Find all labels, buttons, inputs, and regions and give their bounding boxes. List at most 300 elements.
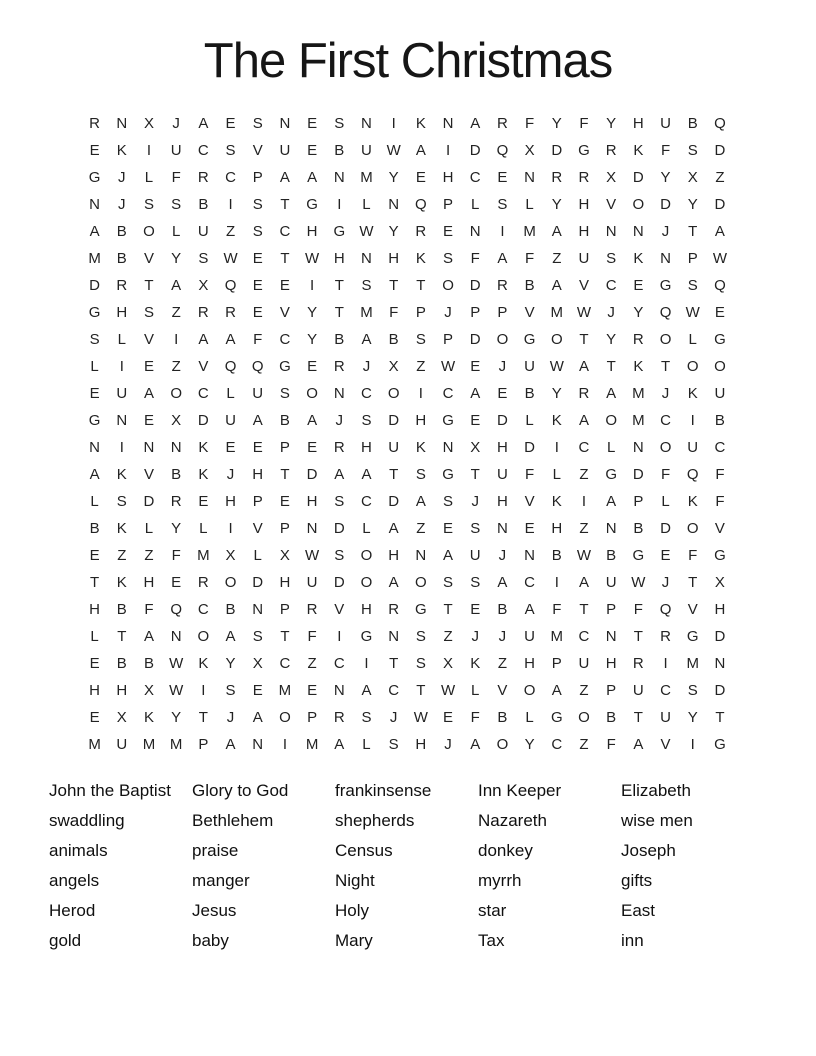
grid-letter-r12c5: D xyxy=(197,412,209,429)
grid-letter-r6c19: U xyxy=(578,250,590,267)
grid-letter-r11c12: O xyxy=(387,385,400,402)
grid-letter-r15c17: V xyxy=(524,493,535,510)
grid-letter-r24c19: Z xyxy=(579,736,589,753)
grid-letter-r18c10: D xyxy=(333,574,345,591)
grid-letter-r17c11: O xyxy=(360,547,373,564)
grid-letter-r9c11: A xyxy=(361,331,372,348)
grid-letter-r16c5: L xyxy=(199,520,208,537)
grid-letter-r3c18: R xyxy=(551,169,563,186)
grid-letter-r22c4: W xyxy=(169,682,184,699)
word-bank-item: Mary xyxy=(335,931,373,950)
grid-letter-r12c12: D xyxy=(388,412,400,429)
grid-letter-r8c2: H xyxy=(116,304,128,321)
grid-letter-r23c19: O xyxy=(578,709,590,726)
grid-letter-r16c8: P xyxy=(279,520,290,537)
grid-letter-r12c14: G xyxy=(442,412,454,429)
grid-letter-r1c13: K xyxy=(415,115,426,132)
grid-letter-r9c1: S xyxy=(89,331,100,348)
grid-letter-r15c15: J xyxy=(471,493,479,510)
grid-letter-r20c22: R xyxy=(660,628,671,645)
grid-letter-r17c17: N xyxy=(524,547,536,564)
grid-letter-r7c13: T xyxy=(416,277,426,294)
grid-letter-r5c3: O xyxy=(143,223,155,240)
grid-letter-r11c2: U xyxy=(116,385,128,402)
grid-letter-r17c22: E xyxy=(660,547,671,564)
grid-letter-r24c14: J xyxy=(444,736,452,753)
grid-letter-r18c18: I xyxy=(554,574,559,591)
grid-letter-r12c6: U xyxy=(225,412,236,429)
grid-letter-r1c1: R xyxy=(89,115,101,132)
grid-letter-r13c10: R xyxy=(333,439,345,456)
grid-letter-r22c16: V xyxy=(497,682,508,699)
grid-letter-r9c19: T xyxy=(579,331,589,348)
grid-letter-r3c20: X xyxy=(606,169,617,186)
grid-letter-r7c12: T xyxy=(389,277,399,294)
grid-letter-r5c24: A xyxy=(714,223,725,240)
grid-letter-r18c16: A xyxy=(497,574,508,591)
grid-letter-r11c13: I xyxy=(418,385,423,402)
grid-letter-r15c10: S xyxy=(334,493,345,510)
word-bank xyxy=(49,776,764,956)
grid-letter-r17c10: S xyxy=(334,547,345,564)
grid-letter-r8c4: Z xyxy=(171,304,181,321)
grid-letter-r20c13: S xyxy=(415,628,426,645)
grid-letter-r8c5: R xyxy=(197,304,209,321)
grid-letter-r24c23: I xyxy=(690,736,695,753)
grid-letter-r1c22: U xyxy=(660,115,671,132)
grid-letter-r6c6: W xyxy=(223,250,238,267)
grid-letter-r2c1: E xyxy=(89,142,100,159)
grid-letter-r22c22: C xyxy=(660,682,671,699)
grid-letter-r23c1: E xyxy=(89,709,100,726)
grid-letter-r2c18: D xyxy=(551,142,563,159)
grid-letter-r4c21: O xyxy=(632,196,645,213)
grid-letter-r8c7: E xyxy=(252,304,263,321)
grid-letter-r19c20: P xyxy=(606,601,617,618)
grid-letter-r23c8: O xyxy=(279,709,291,726)
grid-letter-r7c21: E xyxy=(633,277,644,294)
grid-letter-r7c10: T xyxy=(334,277,344,294)
word-bank-column-5 xyxy=(621,776,764,956)
grid-letter-r24c10: A xyxy=(334,736,345,753)
grid-letter-r20c5: O xyxy=(197,628,210,645)
grid-letter-r23c10: R xyxy=(333,709,345,726)
grid-letter-r8c6: R xyxy=(225,304,236,321)
grid-letter-r10c11: J xyxy=(362,358,371,375)
grid-letter-r16c21: B xyxy=(633,520,644,537)
grid-letter-r22c14: W xyxy=(440,682,456,699)
grid-letter-r17c20: B xyxy=(606,547,617,564)
grid-letter-r23c12: J xyxy=(389,709,398,726)
grid-letter-r18c14: S xyxy=(443,574,454,591)
grid-letter-r22c8: M xyxy=(278,682,292,699)
grid-letter-r11c5: C xyxy=(197,385,209,402)
word-bank-item: Census xyxy=(335,841,393,860)
word-bank-item: Inn Keeper xyxy=(478,781,562,800)
grid-letter-r6c9: W xyxy=(305,250,320,267)
grid-letter-r3c19: R xyxy=(578,169,590,186)
grid-letter-r4c6: I xyxy=(228,196,233,213)
grid-letter-r13c15: X xyxy=(470,439,481,456)
grid-letter-r14c16: U xyxy=(496,466,508,483)
grid-letter-r10c12: X xyxy=(388,358,399,375)
grid-letter-r11c11: C xyxy=(361,385,372,402)
grid-letter-r13c24: C xyxy=(714,439,726,456)
grid-letter-r8c14: J xyxy=(444,304,452,321)
grid-letter-r20c4: N xyxy=(170,628,182,645)
grid-letter-r10c23: O xyxy=(686,358,699,375)
grid-letter-r21c15: K xyxy=(470,655,481,672)
grid-letter-r12c19: A xyxy=(578,412,589,429)
grid-letter-r2c17: X xyxy=(524,142,535,159)
grid-letter-r19c21: F xyxy=(633,601,643,618)
grid-letter-r24c6: A xyxy=(225,736,236,753)
grid-letter-r3c21: D xyxy=(632,169,644,186)
grid-letter-r13c14: N xyxy=(442,439,454,456)
grid-letter-r14c5: K xyxy=(198,466,209,483)
grid-letter-r12c2: N xyxy=(116,412,128,429)
grid-letter-r6c4: Y xyxy=(171,250,182,267)
word-bank-item: Jesus xyxy=(192,901,237,920)
grid-letter-r5c11: W xyxy=(359,223,374,240)
grid-letter-r14c2: K xyxy=(116,466,127,483)
grid-letter-r20c16: J xyxy=(498,628,507,645)
grid-letter-r22c10: N xyxy=(333,682,345,699)
grid-letter-r13c13: K xyxy=(415,439,426,456)
word-bank-item: Glory to God xyxy=(192,781,289,800)
grid-letter-r8c17: V xyxy=(524,304,535,321)
grid-letter-r4c18: Y xyxy=(551,196,562,213)
grid-letter-r22c20: P xyxy=(606,682,617,699)
puzzle-title: The First Christmas xyxy=(203,34,613,88)
grid-letter-r3c8: A xyxy=(279,169,290,186)
grid-letter-r4c17: L xyxy=(525,196,534,213)
grid-letter-r9c7: F xyxy=(253,331,263,348)
grid-letter-r6c21: K xyxy=(633,250,644,267)
grid-letter-r10c15: E xyxy=(470,358,481,375)
grid-letter-r2c11: U xyxy=(361,142,372,159)
grid-letter-r13c1: N xyxy=(89,439,101,456)
grid-letter-r1c6: E xyxy=(225,115,236,132)
grid-letter-r3c17: N xyxy=(524,169,536,186)
grid-letter-r23c7: A xyxy=(252,709,263,726)
grid-letter-r19c9: R xyxy=(306,601,318,618)
grid-letter-r23c11: S xyxy=(361,709,372,726)
grid-letter-r10c16: J xyxy=(498,358,507,375)
grid-letter-r18c7: D xyxy=(252,574,264,591)
grid-letter-r14c13: S xyxy=(415,466,426,483)
grid-letter-r9c17: G xyxy=(523,331,536,348)
grid-letter-r5c23: T xyxy=(688,223,698,240)
grid-letter-r8c11: M xyxy=(360,304,373,321)
grid-letter-r22c23: S xyxy=(687,682,698,699)
grid-letter-r23c18: G xyxy=(550,709,563,726)
grid-letter-r19c22: Q xyxy=(659,601,672,618)
grid-letter-r10c6: Q xyxy=(224,358,237,375)
word-bank-item: Nazareth xyxy=(478,811,547,830)
grid-letter-r21c12: T xyxy=(389,655,399,672)
grid-letter-r4c24: D xyxy=(714,196,726,213)
grid-letter-r16c15: S xyxy=(470,520,481,537)
grid-letter-r21c13: S xyxy=(415,655,426,672)
grid-letter-r6c17: F xyxy=(525,250,535,267)
grid-letter-r24c1: M xyxy=(88,736,101,753)
grid-letter-r24c9: M xyxy=(305,736,319,753)
grid-letter-r11c8: S xyxy=(279,385,290,402)
grid-letter-r7c6: Q xyxy=(224,277,237,294)
grid-letter-r2c4: U xyxy=(170,142,182,159)
grid-letter-r21c19: U xyxy=(578,655,590,672)
grid-letter-r6c5: S xyxy=(198,250,209,267)
grid-letter-r24c8: I xyxy=(282,736,287,753)
grid-letter-r23c5: T xyxy=(198,709,208,726)
grid-letter-r2c20: R xyxy=(605,142,617,159)
grid-letter-r21c2: B xyxy=(116,655,127,672)
grid-letter-r20c24: D xyxy=(714,628,726,645)
grid-letter-r24c7: N xyxy=(252,736,264,753)
grid-letter-r6c7: E xyxy=(252,250,263,267)
grid-letter-r22c13: T xyxy=(416,682,426,699)
grid-letter-r17c13: N xyxy=(415,547,427,564)
grid-letter-r22c15: L xyxy=(471,682,480,699)
grid-letter-r2c7: V xyxy=(252,142,263,159)
grid-letter-r2c3: I xyxy=(146,142,152,159)
grid-letter-r3c22: Y xyxy=(660,169,671,186)
grid-letter-r19c12: R xyxy=(388,601,400,618)
word-bank-item: gifts xyxy=(621,871,653,890)
grid-letter-r2c22: F xyxy=(660,142,671,159)
grid-letter-r3c23: X xyxy=(687,169,698,186)
grid-letter-r10c13: Z xyxy=(416,358,426,375)
grid-letter-r6c12: H xyxy=(388,250,400,267)
grid-letter-r24c12: S xyxy=(388,736,399,753)
grid-letter-r15c4: R xyxy=(170,493,182,510)
grid-letter-r1c23: B xyxy=(687,115,698,132)
grid-letter-r15c13: A xyxy=(415,493,426,510)
grid-letter-r8c24: E xyxy=(714,304,725,321)
grid-letter-r1c3: X xyxy=(143,115,154,132)
grid-letter-r16c17: E xyxy=(524,520,535,537)
grid-letter-r17c6: X xyxy=(225,547,236,564)
grid-letter-r13c17: D xyxy=(524,439,536,456)
grid-letter-r6c1: M xyxy=(88,250,101,267)
grid-letter-r10c1: L xyxy=(90,358,99,375)
grid-letter-r12c21: M xyxy=(632,412,645,429)
grid-letter-r3c12: Y xyxy=(388,169,399,186)
word-bank-column-2 xyxy=(192,776,335,956)
grid-letter-r5c5: U xyxy=(197,223,209,240)
grid-letter-r2c12: W xyxy=(386,142,401,159)
grid-letter-r1c7: S xyxy=(252,115,263,132)
grid-letter-r18c12: A xyxy=(388,574,399,591)
grid-letter-r15c2: S xyxy=(116,493,127,510)
grid-letter-r12c24: B xyxy=(714,412,725,429)
grid-letter-r15c3: D xyxy=(143,493,155,510)
grid-letter-r11c18: Y xyxy=(551,385,562,402)
grid-letter-r5c4: L xyxy=(171,223,181,240)
grid-letter-r18c9: U xyxy=(306,574,318,591)
grid-letter-r10c10: R xyxy=(333,358,345,375)
grid-letter-r19c5: C xyxy=(197,601,209,618)
grid-letter-r23c2: X xyxy=(116,709,127,726)
grid-letter-r24c20: F xyxy=(606,736,616,753)
grid-letter-r20c7: S xyxy=(252,628,263,645)
grid-letter-r21c3: B xyxy=(143,655,154,672)
grid-letter-r13c5: K xyxy=(198,439,209,456)
grid-letter-r18c5: R xyxy=(197,574,209,591)
grid-letter-r24c11: L xyxy=(362,736,371,753)
grid-letter-r8c13: P xyxy=(415,304,426,321)
grid-letter-r2c24: D xyxy=(714,142,726,159)
grid-letter-r1c17: F xyxy=(525,115,535,132)
grid-letter-r10c7: Q xyxy=(251,358,264,375)
grid-letter-r18c24: X xyxy=(714,574,725,591)
grid-letter-r12c11: S xyxy=(361,412,372,429)
grid-letter-r17c21: G xyxy=(632,547,645,564)
grid-letter-r4c14: P xyxy=(443,196,454,213)
grid-letter-r19c13: G xyxy=(415,601,427,618)
grid-letter-r8c12: F xyxy=(389,304,399,321)
grid-letter-r24c2: U xyxy=(116,736,128,753)
grid-letter-r9c20: Y xyxy=(606,331,617,348)
grid-letter-r6c2: B xyxy=(116,250,127,267)
grid-letter-r6c13: K xyxy=(415,250,426,267)
grid-letter-r24c24: G xyxy=(714,736,726,753)
grid-letter-r1c24: Q xyxy=(714,115,726,132)
grid-letter-r16c7: V xyxy=(252,520,263,537)
grid-letter-r8c3: S xyxy=(143,304,154,321)
grid-letter-r1c18: Y xyxy=(551,115,562,132)
word-bank-item: myrrh xyxy=(478,871,522,890)
grid-letter-r18c8: H xyxy=(279,574,291,591)
word-bank-item: donkey xyxy=(478,841,533,860)
grid-letter-r12c9: A xyxy=(307,412,318,429)
grid-letter-r19c17: A xyxy=(524,601,535,618)
grid-letter-r21c10: C xyxy=(333,655,345,672)
grid-letter-r24c4: M xyxy=(169,736,183,753)
grid-letter-r19c19: T xyxy=(579,601,589,618)
grid-letter-r17c3: Z xyxy=(144,547,154,564)
grid-letter-r14c4: B xyxy=(171,466,182,483)
grid-letter-r7c18: A xyxy=(551,277,562,294)
grid-letter-r14c10: A xyxy=(334,466,345,483)
grid-letter-r20c8: T xyxy=(280,628,290,645)
grid-letter-r21c16: Z xyxy=(497,655,507,672)
grid-letter-r19c23: V xyxy=(687,601,698,618)
grid-letter-r24c17: Y xyxy=(524,736,535,753)
grid-letter-r15c12: D xyxy=(388,493,400,510)
grid-letter-r23c17: L xyxy=(525,709,534,726)
grid-letter-r8c18: M xyxy=(550,304,564,321)
word-bank-item: manger xyxy=(192,871,250,890)
grid-letter-r11c3: A xyxy=(143,385,154,402)
grid-letter-r16c2: K xyxy=(116,520,127,537)
grid-letter-r7c4: A xyxy=(171,277,182,294)
grid-letter-r22c6: S xyxy=(225,682,236,699)
grid-letter-r21c1: E xyxy=(89,655,100,672)
grid-letter-r20c3: A xyxy=(143,628,154,645)
grid-letter-r23c9: P xyxy=(307,709,318,726)
grid-letter-r1c12: I xyxy=(391,115,396,132)
grid-letter-r1c20: Y xyxy=(606,115,617,132)
grid-letter-r23c4: Y xyxy=(171,709,182,726)
grid-letter-r18c19: A xyxy=(578,574,589,591)
grid-letter-r3c2: J xyxy=(118,169,126,186)
grid-letter-r15c5: E xyxy=(198,493,209,510)
letter-grid xyxy=(81,110,734,758)
grid-letter-r12c15: E xyxy=(470,412,481,429)
grid-letter-r16c11: L xyxy=(362,520,371,537)
grid-letter-r11c14: C xyxy=(442,385,454,402)
grid-letter-r23c14: E xyxy=(443,709,454,726)
grid-letter-r4c11: L xyxy=(362,196,371,213)
grid-letter-r4c7: S xyxy=(252,196,263,213)
grid-letter-r10c24: O xyxy=(714,358,726,375)
grid-letter-r20c1: L xyxy=(90,628,99,645)
grid-letter-r7c8: E xyxy=(279,277,290,294)
grid-letter-r15c21: P xyxy=(633,493,644,510)
grid-letter-r7c11: S xyxy=(361,277,372,294)
word-bank-item: Night xyxy=(335,871,375,890)
word-bank-column-3 xyxy=(335,776,478,956)
grid-letter-r1c21: H xyxy=(632,115,644,132)
grid-letter-r11c4: O xyxy=(170,385,182,402)
grid-letter-r2c16: Q xyxy=(496,142,509,159)
grid-letter-r7c15: D xyxy=(469,277,481,294)
grid-letter-r3c7: P xyxy=(252,169,263,186)
grid-letter-r7c23: S xyxy=(687,277,698,294)
grid-letter-r8c20: J xyxy=(607,304,615,321)
grid-letter-r7c3: T xyxy=(144,277,154,294)
grid-letter-r6c3: V xyxy=(143,250,154,267)
grid-letter-r9c5: A xyxy=(198,331,209,348)
grid-letter-r4c13: Q xyxy=(415,196,427,213)
grid-letter-r23c16: B xyxy=(497,709,508,726)
grid-letter-r2c9: E xyxy=(307,142,318,159)
grid-letter-r5c17: M xyxy=(523,223,536,240)
grid-letter-r18c13: O xyxy=(415,574,427,591)
grid-letter-r12c4: X xyxy=(171,412,182,429)
grid-letter-r9c15: D xyxy=(469,331,481,348)
grid-letter-r9c18: O xyxy=(550,331,563,348)
grid-letter-r13c8: P xyxy=(279,439,290,456)
grid-letter-r19c15: E xyxy=(470,601,481,618)
grid-letter-r15c19: I xyxy=(581,493,587,510)
word-bank-item: shepherds xyxy=(335,811,415,830)
grid-letter-r13c22: O xyxy=(659,439,672,456)
word-bank-item: baby xyxy=(192,931,229,950)
grid-letter-r18c21: W xyxy=(631,574,646,591)
grid-letter-r6c18: Z xyxy=(552,250,562,267)
grid-letter-r11c24: U xyxy=(714,385,726,402)
grid-letter-r1c11: N xyxy=(361,115,372,132)
grid-letter-r19c4: Q xyxy=(170,601,182,618)
grid-letter-r8c19: W xyxy=(576,304,592,321)
grid-letter-r11c19: R xyxy=(578,385,590,402)
grid-letter-r5c9: H xyxy=(306,223,318,240)
grid-letter-r6c24: W xyxy=(712,250,727,267)
grid-letter-r19c7: N xyxy=(252,601,264,618)
grid-letter-r15c24: F xyxy=(715,493,725,510)
grid-letter-r5c10: G xyxy=(333,223,346,240)
grid-letter-r17c16: J xyxy=(498,547,507,564)
grid-letter-r13c9: E xyxy=(307,439,318,456)
grid-letter-r23c20: B xyxy=(606,709,617,726)
grid-letter-r22c12: C xyxy=(388,682,400,699)
grid-letter-r13c12: U xyxy=(388,439,400,456)
grid-letter-r7c7: E xyxy=(252,277,263,294)
grid-letter-r24c22: V xyxy=(660,736,671,753)
